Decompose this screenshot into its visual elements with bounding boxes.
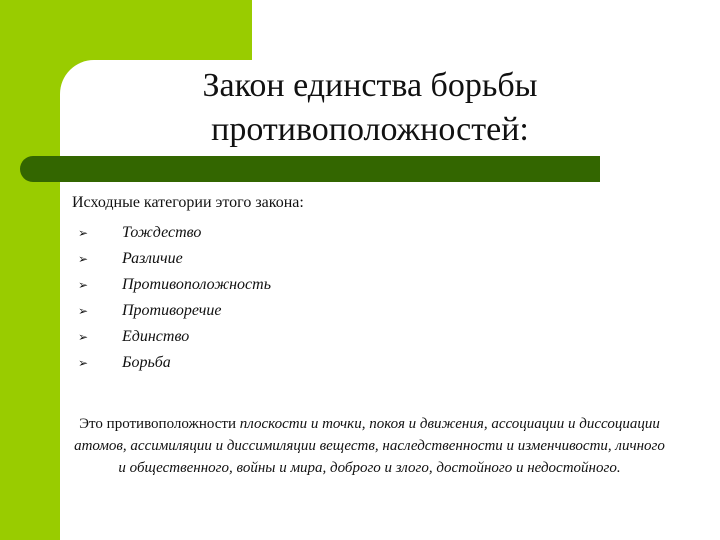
- arrowhead-bullet-icon: ➢: [78, 303, 89, 318]
- category-list: [72, 220, 672, 376]
- list-item: [72, 298, 672, 324]
- list-item: [72, 350, 672, 376]
- arrowhead-bullet-icon: ➢: [78, 277, 89, 292]
- list-item: [72, 246, 672, 272]
- list-item: [72, 324, 672, 350]
- arrowhead-bullet-icon: ➢: [78, 251, 89, 266]
- summary-lead: Это противоположности: [79, 416, 240, 432]
- list-item: [72, 272, 672, 298]
- arrowhead-bullet-icon: ➢: [78, 329, 89, 344]
- list-item-label: Борьба: [122, 354, 171, 371]
- intro-text: Исходные категории этого закона:: [72, 194, 304, 211]
- list-item-label: Противоположность: [122, 276, 271, 293]
- arrowhead-bullet-icon: ➢: [78, 225, 89, 240]
- list-item-label: Единство: [122, 328, 190, 345]
- list-item: [72, 220, 672, 246]
- title-line-1: Закон единства борьбы: [202, 67, 538, 104]
- decorative-green-strip: [0, 0, 60, 540]
- list-item-label: Различие: [122, 250, 183, 267]
- summary-paragraph: [72, 413, 667, 479]
- arrowhead-bullet-icon: ➢: [78, 355, 89, 370]
- slide-title: [120, 64, 620, 152]
- title-underline-bar: [20, 156, 600, 182]
- list-item-label: Тождество: [122, 224, 202, 241]
- slide-body: [72, 192, 672, 376]
- title-line-2: противоположностей:: [211, 111, 529, 148]
- summary-rest: плоскости и точки, покоя и движения, ассоциации и диссоциации атомов, ассимиляции и диссимиляции веществ, наследственности и изменчивости, личного и общественного, войны и мира, доброго и злого, достойного и недостойного.: [74, 416, 665, 476]
- list-item-label: Противоречие: [122, 302, 222, 319]
